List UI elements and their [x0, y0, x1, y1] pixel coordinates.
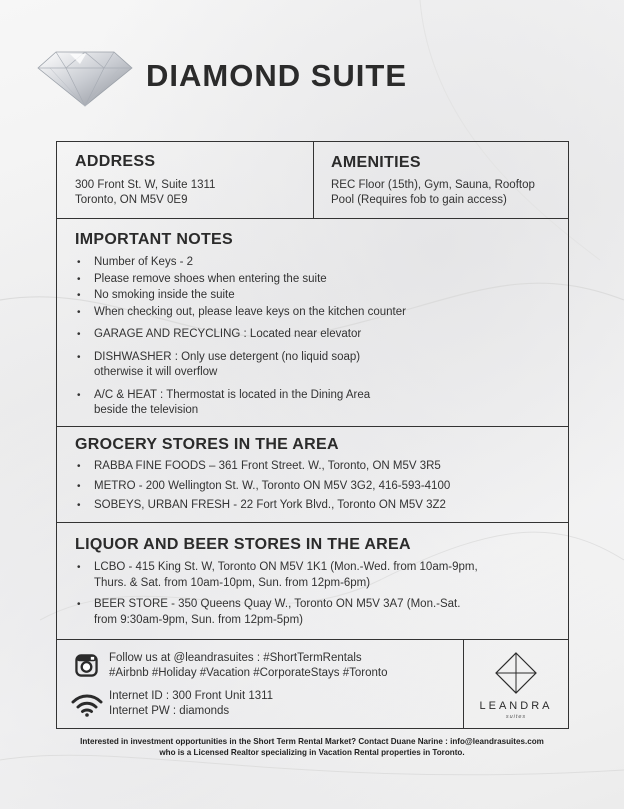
list-item: • RABBA FINE FOODS – 361 Front Street. W., Toronto, ON M5V 3R5 — [75, 459, 555, 475]
list-item: • SOBEYS, URBAN FRESH - 22 Fort York Blvd., Toronto ON M5V 3Z2 — [75, 498, 555, 514]
list-item-line: • A/C & HEAT : Thermostat is located in the Dining Area — [94, 388, 371, 401]
address-heading: ADDRESS — [75, 153, 156, 170]
page-title: DIAMOND SUITE — [146, 58, 407, 93]
brand-sub: suites — [505, 714, 527, 720]
instagram-icon — [75, 654, 98, 677]
amenities-heading: AMENITIES — [331, 154, 421, 171]
liquor-list — [75, 560, 555, 628]
list-item: • When checking out, please leave keys on the kitchen counter — [75, 305, 555, 321]
brand-logo — [464, 640, 568, 728]
wifi-password: Internet PW : diamonds — [109, 705, 230, 717]
address-line-2: Toronto, ON M5V 0E9 — [75, 194, 188, 206]
social-text — [109, 651, 388, 681]
info-card — [56, 141, 569, 729]
list-item — [75, 388, 555, 419]
social-line-2: #Airbnb #Holiday #Vacation #CorporateStays #Toronto — [109, 667, 388, 679]
list-item-line: • LCBO - 415 King St. W, Toronto ON M5V 1K1 (Mon.-Wed. from 10am-9pm, — [94, 561, 478, 573]
address-section — [75, 142, 305, 218]
list-item-line: • BEER STORE - 350 Queens Quay W., Toronto ON M5V 3A7 (Mon.-Sat. — [94, 598, 461, 610]
list-item: • GARAGE AND RECYCLING : Located near elevator — [75, 327, 555, 343]
diamond-icon — [36, 44, 134, 108]
footer-line-1: Interested in investment opportunities in the Short Term Rental Market? Contact Duane Narine : info@leandrasuites.com — [80, 737, 544, 746]
footer-line-2: who is a Licensed Realtor specializing in Vacation Rental properties in Toronto. — [159, 748, 465, 757]
grocery-heading: GROCERY STORES IN THE AREA — [75, 436, 339, 453]
grocery-list — [75, 459, 555, 514]
list-item-line: Thurs. & Sat. from 10am-10pm, Sun. from 12pm-6pm) — [94, 576, 371, 589]
wifi-text — [109, 689, 273, 719]
important-notes-section — [57, 219, 568, 427]
list-item-line: • DISHWASHER : Only use detergent (no liquid soap) — [94, 350, 361, 363]
list-item: • Please remove shoes when entering the suite — [75, 272, 555, 288]
wifi-id: Internet ID : 300 Front Unit 1311 — [109, 690, 274, 702]
grocery-section — [57, 427, 568, 523]
list-item: • Number of Keys - 2 — [75, 255, 555, 271]
brand-diamond-icon — [495, 652, 537, 694]
footer — [40, 736, 584, 758]
address-line-1: 300 Front St. W, Suite 1311 — [75, 179, 216, 191]
notes-list — [75, 255, 555, 419]
amenities-line-2: Pool (Requires fob to gain access) — [331, 194, 507, 206]
list-item-line: from 9:30am-9pm, Sun. from 12pm-5pm) — [94, 613, 303, 626]
notes-heading: IMPORTANT NOTES — [75, 231, 233, 248]
list-item-line: beside the television — [94, 404, 199, 416]
amenities-section — [331, 142, 566, 218]
list-item — [75, 560, 555, 591]
header — [36, 40, 596, 120]
wifi-icon — [71, 693, 103, 717]
contact-row — [57, 640, 568, 728]
address-amenities-row — [57, 142, 568, 219]
liquor-heading: LIQUOR AND BEER STORES IN THE AREA — [75, 536, 411, 553]
amenities-line-1: REC Floor (15th), Gym, Sauna, Rooftop — [331, 179, 535, 191]
social-line-1: Follow us at @leandrasuites : #ShortTermRentals — [109, 652, 362, 664]
list-item: • No smoking inside the suite — [75, 288, 555, 304]
liquor-section — [57, 523, 568, 640]
list-item: • METRO - 200 Wellington St. W., Toronto ON M5V 3G2, 416-593-4100 — [75, 479, 555, 495]
divider — [313, 142, 314, 218]
list-item-line: otherwise it will overflow — [94, 366, 218, 378]
list-item — [75, 597, 555, 628]
list-item — [75, 350, 555, 381]
brand-name: LEANDRA — [479, 700, 553, 712]
